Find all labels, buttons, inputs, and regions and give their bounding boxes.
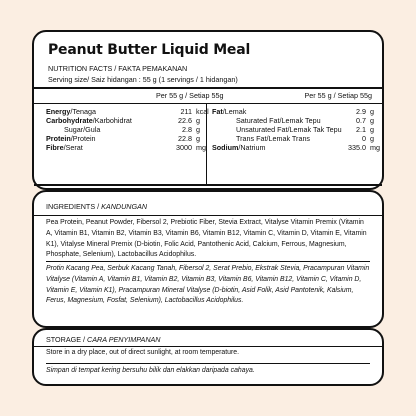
nutrient-label — [212, 107, 246, 116]
ingredients-card — [32, 190, 384, 328]
nutrition-subtitle: NUTRITION FACTS / FAKTA PEMAKANAN — [48, 64, 188, 73]
nutrient-name-ms: /Protein — [70, 134, 96, 143]
nutrient-row — [212, 143, 382, 152]
ingredients-inner-divider — [46, 261, 370, 262]
ingredients-label-en: INGREDIENTS / — [46, 202, 100, 211]
ingredients-label-ms: KANDUNGAN — [101, 202, 148, 211]
nutrient-unit: mg — [370, 143, 380, 152]
nutrient-unit: g — [196, 134, 200, 143]
ingredients-text-ms: Protin Kacang Pea, Serbuk Kacang Tanah, Fibersol 2, Serat Prebio, Ekstrak Stevia, Pracampuran Vitamin Vitalyse (Vitamin A, Vitamin B1, Vitamin B2, Vitamin B3, Vitamin B6, Vitamin B12, Vitamin C, Vitamin D, Vitamin E, Vitamin K1), Pracampuran Mineral Vitalyse (D-biotin, Asid Folik, Asid Pantotenik, Kalsium, Ferus, Magnesium, Fosfat, Selenium), Lactobacillus Acidophilus. — [46, 265, 370, 305]
nutrient-name-ms: /Tenaga — [70, 107, 96, 116]
nutrient-unit: g — [370, 125, 374, 134]
storage-divider — [34, 346, 382, 347]
nutrient-label — [212, 143, 266, 152]
nutrient-name-ms: /Serat — [63, 143, 83, 152]
nutrition-facts-card — [32, 30, 384, 190]
nutrient-unit: g — [196, 125, 200, 134]
nutrient-value: 22.6 — [178, 116, 192, 125]
nutrient-row — [212, 125, 382, 134]
nutrient-row — [212, 107, 382, 116]
nutrient-name-ms: /Natrium — [238, 143, 266, 152]
nutrient-label — [46, 134, 96, 143]
nutrient-row — [46, 107, 216, 116]
nutrient-name-en: Energy — [46, 107, 71, 116]
nutrient-row — [46, 143, 216, 152]
ingredients-divider — [34, 215, 382, 216]
nutrient-name-ms: Trans Fat/Lemak Trans — [236, 134, 311, 143]
nutrient-row — [212, 116, 382, 125]
nutrient-value: 2.1 — [356, 125, 366, 134]
storage-text-ms: Simpan di tempat kering bersuhu bilik dan elakkan daripada cahaya. — [46, 367, 255, 374]
right-column-header: Per 55 g / Setiap 55g — [304, 91, 372, 100]
ingredients-label — [46, 202, 147, 211]
nutrient-name-ms: Unsaturated Fat/Lemak Tak Tepu — [236, 125, 342, 134]
nutrient-name-ms: Saturated Fat/Lemak Tepu — [236, 116, 321, 125]
nutrient-name-en: Fat — [212, 107, 223, 116]
nutrient-name-en: Protein — [46, 134, 71, 143]
nutrient-value: 0.7 — [356, 116, 366, 125]
nutrient-label — [64, 125, 100, 134]
nutrient-label — [46, 143, 83, 152]
nutrient-label — [46, 116, 132, 125]
nutrient-name-ms: Sugar/Gula — [64, 125, 101, 134]
nutrient-label — [46, 107, 96, 116]
nutrient-unit: mg — [196, 143, 206, 152]
nutrient-label — [236, 116, 321, 125]
storage-inner-divider — [46, 363, 370, 364]
nutrient-row — [46, 134, 216, 143]
nutrient-row — [46, 125, 216, 134]
nutrient-name-en: Sodium — [212, 143, 239, 152]
storage-card — [32, 328, 384, 386]
nutrient-unit: kcal — [196, 107, 209, 116]
left-column-header: Per 55 g / Setiap 55g — [156, 91, 224, 100]
nutrient-row — [46, 116, 216, 125]
serving-size: Serving size/ Saiz hidangan : 55 g (1 servings / 1 hidangan) — [48, 75, 238, 84]
nutrient-value: 211 — [180, 107, 192, 116]
nutrient-name-ms: /Karbohidrat — [92, 116, 132, 125]
nutrient-row — [212, 134, 382, 143]
nutrient-value: 0 — [362, 134, 366, 143]
ingredients-text-en: Pea Protein, Peanut Powder, Fibersol 2, Prebiotic Fiber, Stevia Extract, Vitalyse Vitamin Premix (Vitamin A, Vitamin B1, Vitamin B2, Vitamin B3, Vitamin B6, Vitamin B12, Vitamin C, Vitamin D, Vitamin E, Vitamin K1), Vitalyse Mineral Premix (D-biotin, Folic Acid, Pantothenic Acid, Calcium, Ferrous, Magnesium, Phosphate, Selenium), Lactobacillus Acidophilus. — [46, 219, 367, 259]
nutrient-value: 335.0 — [348, 143, 366, 152]
nutrient-name-en: Carbohydrate — [46, 116, 93, 125]
nutrient-value: 3000 — [176, 143, 192, 152]
storage-text-en: Store in a dry place, out of direct sunlight, at room temperature. — [46, 349, 240, 356]
nutrient-value: 22.8 — [178, 134, 192, 143]
nutrient-unit: g — [370, 116, 374, 125]
storage-label — [46, 335, 161, 344]
nutrient-name-en: Fibre — [46, 143, 64, 152]
storage-label-ms: CARA PENYIMPANAN — [87, 335, 161, 344]
nutrient-unit: g — [370, 107, 374, 116]
header-divider — [34, 87, 382, 89]
product-title: Peanut Butter Liquid Meal — [48, 42, 251, 58]
nutrient-label — [236, 125, 342, 134]
nutrient-label — [236, 134, 310, 143]
nutrient-unit: g — [196, 116, 200, 125]
nutrient-name-ms: /Lemak — [222, 107, 247, 116]
footer-divider — [34, 184, 382, 186]
column-header-divider — [34, 103, 382, 104]
nutrient-value: 2.8 — [182, 125, 192, 134]
nutrient-value: 2.9 — [356, 107, 366, 116]
nutrient-unit: g — [370, 134, 374, 143]
storage-label-en: STORAGE / — [46, 335, 86, 344]
